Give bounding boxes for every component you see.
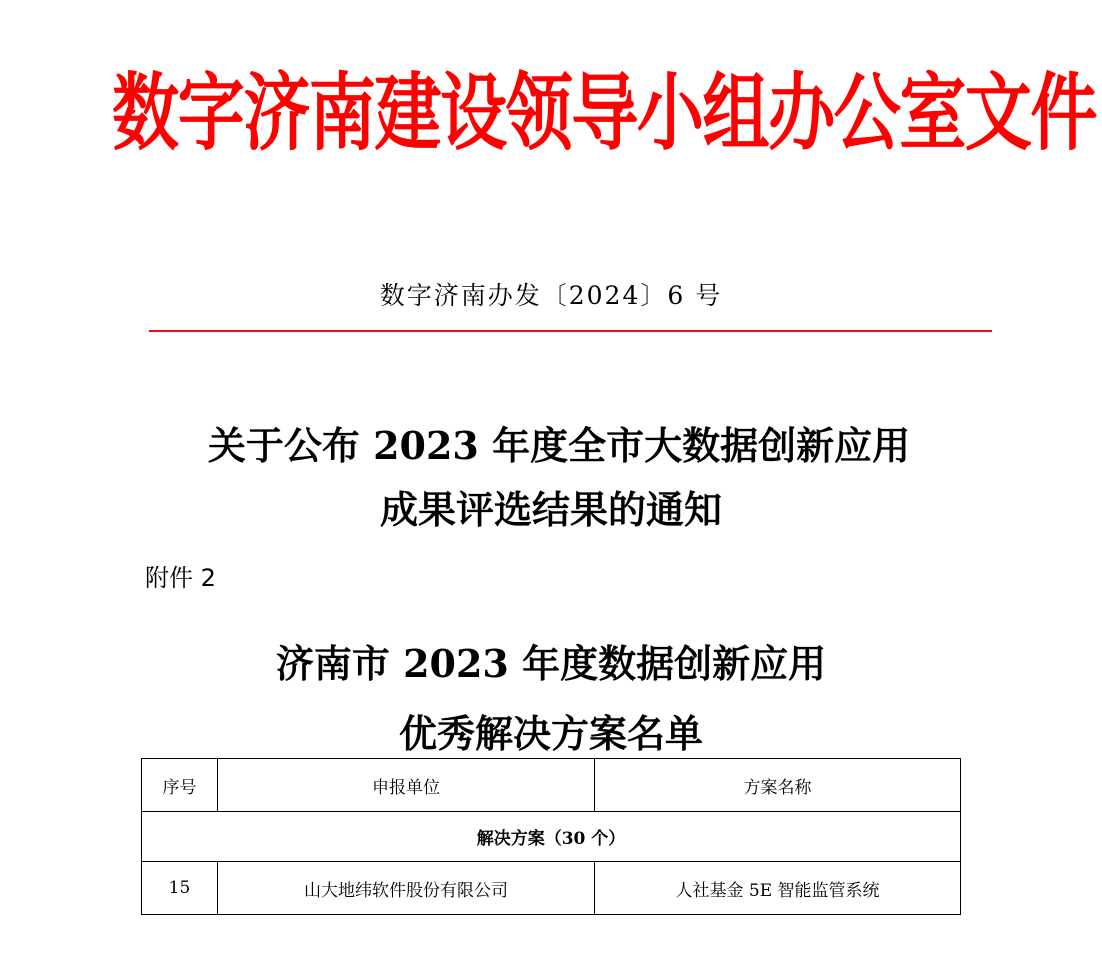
list-title-line-2: 优秀解决方案名单 xyxy=(398,711,703,756)
column-header-number: 序号 xyxy=(142,759,218,812)
document-number: 数字济南办发〔2024〕6 号 xyxy=(379,281,723,310)
column-header-unit: 申报单位 xyxy=(218,759,595,812)
table-header-row xyxy=(142,759,961,812)
attachment-label: 附件 2 xyxy=(145,564,216,592)
results-table xyxy=(141,758,961,915)
row-number: 15 xyxy=(142,862,218,915)
section-label: 解决方案（30 个） xyxy=(142,812,961,862)
row-solution: 人社基金 5E 智能监管系统 xyxy=(595,862,961,915)
issuer-header: 数字济南建设领导小组办公室文件 xyxy=(112,63,1097,162)
notice-title-line-1: 关于公布 2023 年度全市大数据创新应用 xyxy=(207,423,911,468)
section-row xyxy=(142,812,961,862)
list-title-line-1: 济南市 2023 年度数据创新应用 xyxy=(275,641,827,686)
row-unit: 山大地纬软件股份有限公司 xyxy=(218,862,595,915)
notice-title-line-2: 成果评选结果的通知 xyxy=(379,487,722,532)
table-row xyxy=(142,862,961,915)
red-divider-line xyxy=(149,330,992,332)
column-header-solution: 方案名称 xyxy=(595,759,961,812)
